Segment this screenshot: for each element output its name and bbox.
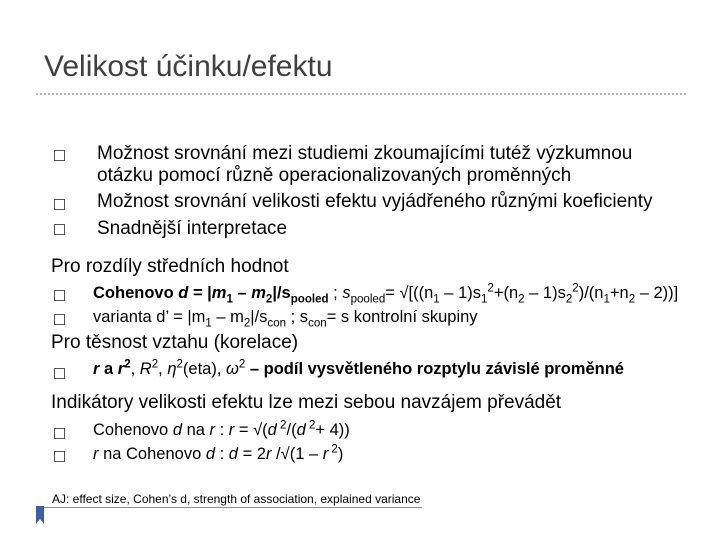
r-to-d-conversion: r na Cohenovo d : d = 2r /√(1 – r $^2$) bbox=[93, 443, 344, 463]
cohen-d-formula: Cohenovo $d = |m_1 - m_2|/s_{pooled}$ ; $s_{pooled}= √[((n_1 - 1)s_1^2+(n_2 - 1)s_2^2)/(n_1+n_2 - 2))$] bbox=[93, 282, 679, 306]
bullet-checkbox-icon bbox=[54, 314, 65, 325]
bullet-checkbox-icon bbox=[54, 428, 65, 439]
bullet-checkbox-icon bbox=[54, 199, 65, 210]
correlation-measures: r a $r^2$, $R^2$, $\eta^2(eta)$, $\omega^2$ – podíl vysvětleného rozptylu závislé proměnné bbox=[93, 358, 624, 378]
title-divider bbox=[36, 93, 686, 95]
footnote-english-terms: AJ: effect size, Cohen’s d, strength of association, explained variance bbox=[52, 492, 421, 506]
slide-title: Velikost účinku/efektu bbox=[44, 50, 333, 83]
bookmark-icon bbox=[36, 506, 44, 524]
bullet-checkbox-icon bbox=[54, 290, 65, 301]
bullet-checkbox-icon bbox=[54, 368, 65, 379]
bullet-checkbox-icon bbox=[54, 451, 65, 462]
bullet-checkbox-icon bbox=[54, 224, 65, 235]
bullet-checkbox-icon bbox=[54, 150, 65, 161]
footnote-underline bbox=[44, 507, 422, 508]
d-to-r-conversion: Cohenovo d na r : r = √(d $^2$/(d $^2$+ 4)) bbox=[93, 419, 350, 439]
bullet-text: Možnost srovnání mezi studiemi zkoumajícími tutéž výzkumnou bbox=[97, 143, 633, 164]
section-heading-conversion: Indikátory velikosti efektu lze mezi sebou navzájem převádět bbox=[51, 392, 562, 413]
bullet-text-continuation: otázku pomocí různě operacionalizovaných proměnných bbox=[97, 165, 572, 186]
section-heading-correlation: Pro těsnost vztahu (korelace) bbox=[51, 332, 299, 353]
variant-d-prime-formula: varianta d’ = $|m_1 - m_2|/s_{con}$ ; $s_{con}= s$ kontrolní skupiny bbox=[93, 308, 478, 330]
bullet-text: Snadnější interpretace bbox=[97, 218, 288, 239]
section-heading-means: Pro rozdíly středních hodnot bbox=[51, 256, 289, 277]
bullet-text: Možnost srovnání velikosti efektu vyjádřeného různými koeficienty bbox=[97, 191, 653, 212]
